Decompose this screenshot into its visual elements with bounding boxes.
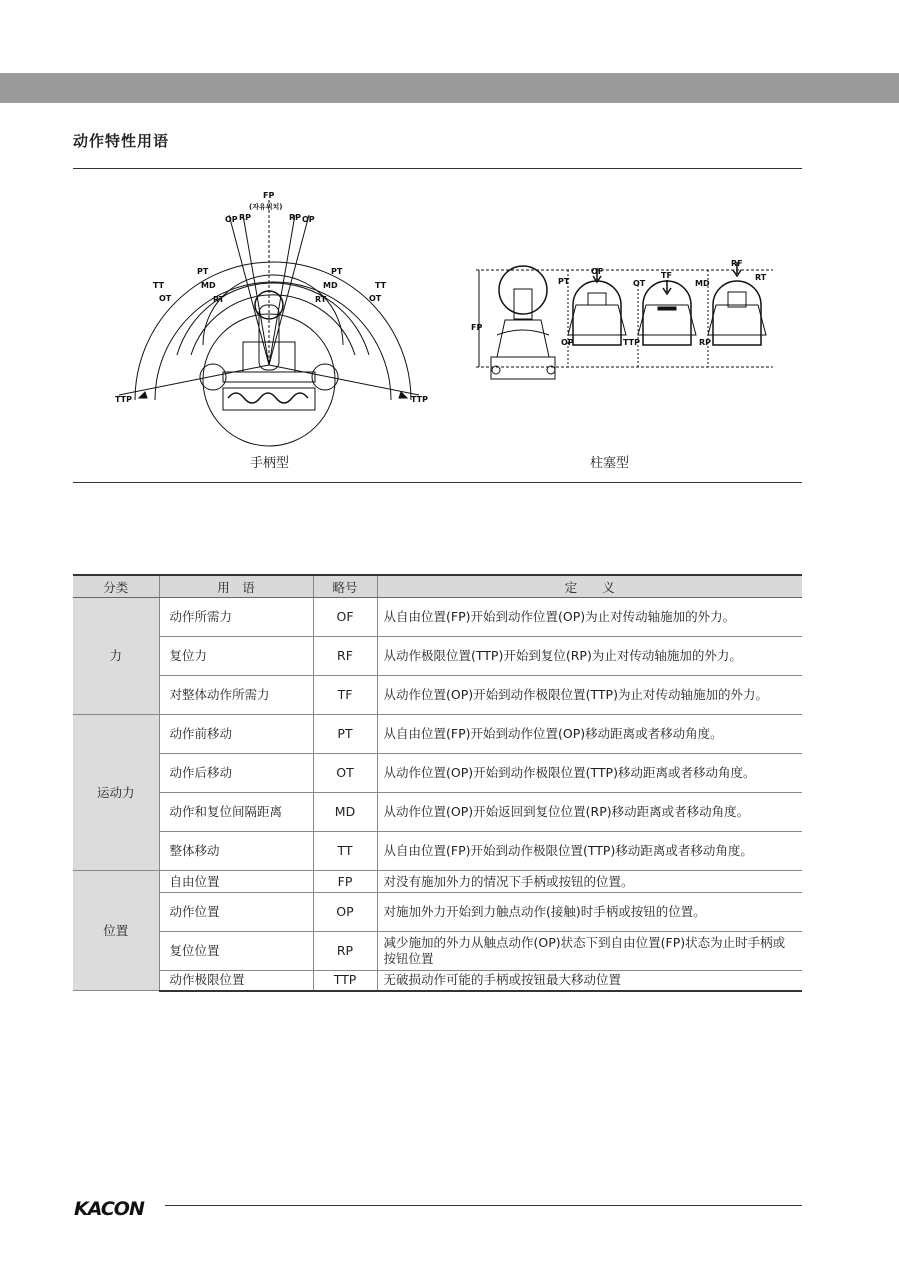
header-term: 用 语 (159, 575, 313, 598)
label-ttp-right: TTP (411, 395, 428, 404)
label-rp-right: RP (289, 213, 302, 222)
category-cell: 运动力 (73, 715, 159, 871)
definition-cell: 减少施加的外力从触点动作(OP)状态下到自由位置(FP)状态为止时手柄或按钮位置 (377, 932, 802, 971)
label-rp: RP (699, 338, 712, 347)
plunger-caption: 柱塞型 (590, 456, 630, 471)
table-row (73, 871, 802, 893)
term-cell: 复位力 (159, 637, 313, 676)
table-row (73, 793, 802, 832)
label-md-left: MD (201, 281, 216, 290)
footer-divider (165, 1205, 802, 1206)
label-fp-sub: (자유위치) (249, 203, 283, 211)
section-title: 动作特性用语 (73, 132, 170, 150)
title-divider (73, 168, 802, 169)
header-category: 分类 (73, 575, 159, 598)
abbr-cell: TTP (313, 971, 377, 991)
header-abbr: 略号 (313, 575, 377, 598)
label-rp-left: RP (239, 213, 252, 222)
table-row (73, 676, 802, 715)
table-row (73, 932, 802, 971)
lever-diagram (119, 200, 419, 446)
lever-caption: 手柄型 (250, 456, 290, 471)
label-op: OP (561, 338, 574, 347)
label-pt-left: PT (197, 267, 209, 276)
term-cell: 动作后移动 (159, 754, 313, 793)
label-ot: OT (633, 279, 646, 288)
abbr-cell: TT (313, 832, 377, 871)
category-cell: 力 (73, 598, 159, 715)
term-cell: 对整体动作所需力 (159, 676, 313, 715)
label-rt-left: RT (213, 295, 225, 304)
label-rf: RF (731, 259, 743, 268)
term-cell: 自由位置 (159, 871, 313, 893)
abbr-cell: MD (313, 793, 377, 832)
label-ot-right: OT (369, 294, 382, 303)
label-ot-left: OT (159, 294, 172, 303)
actuation-figure (73, 170, 802, 482)
category-cell: 位置 (73, 871, 159, 991)
abbr-cell: PT (313, 715, 377, 754)
label-fp: FP (263, 191, 275, 200)
label-pt: PT (558, 277, 570, 286)
terms-table (73, 574, 802, 992)
label-tf: TF (661, 271, 672, 280)
abbr-cell: OT (313, 754, 377, 793)
label-ttp: TTP (623, 338, 640, 347)
definition-cell: 从动作位置(OP)开始到动作极限位置(TTP)为止对传动轴施加的外力。 (377, 676, 802, 715)
abbr-cell: OP (313, 893, 377, 932)
label-ttp-left: TTP (115, 395, 132, 404)
table-row (73, 637, 802, 676)
header-bar (0, 73, 899, 103)
label-md: MD (695, 279, 710, 288)
label-rt: RT (755, 273, 767, 282)
definition-cell: 从动作极限位置(TTP)开始到复位(RP)为止对传动轴施加的外力。 (377, 637, 802, 676)
kacon-logo: KACON (74, 1198, 144, 1220)
label-tt-right: TT (375, 281, 387, 290)
table-row (73, 971, 802, 991)
definition-cell: 无破损动作可能的手柄或按钮最大移动位置 (377, 971, 802, 991)
header-definition: 定 义 (377, 575, 802, 598)
table-row (73, 715, 802, 754)
term-cell: 整体移动 (159, 832, 313, 871)
table-row (73, 598, 802, 637)
label-md-right: MD (323, 281, 338, 290)
term-cell: 动作位置 (159, 893, 313, 932)
term-cell: 动作所需力 (159, 598, 313, 637)
plunger-labels (471, 259, 767, 347)
label-tt-left: TT (153, 281, 165, 290)
abbr-cell: OF (313, 598, 377, 637)
definition-cell: 从动作位置(OP)开始返回到复位位置(RP)移动距离或者移动角度。 (377, 793, 802, 832)
abbr-cell: TF (313, 676, 377, 715)
label-op-left: OP (225, 215, 238, 224)
plunger-diagram (476, 262, 773, 379)
term-cell: 动作和复位间隔距离 (159, 793, 313, 832)
definition-cell: 从自由位置(FP)开始到动作位置(OP)为止对传动轴施加的外力。 (377, 598, 802, 637)
term-cell: 复位位置 (159, 932, 313, 971)
abbr-cell: FP (313, 871, 377, 893)
abbr-cell: RF (313, 637, 377, 676)
label-rt-right: RT (315, 295, 327, 304)
lever-plunger-diagram (73, 170, 802, 482)
table-row (73, 832, 802, 871)
table-header-row (73, 575, 802, 598)
definition-cell: 对施加外力开始到力触点动作(接触)时手柄或按钮的位置。 (377, 893, 802, 932)
label-op-right: OP (302, 215, 315, 224)
table-row (73, 754, 802, 793)
definition-cell: 对没有施加外力的情况下手柄或按钮的位置。 (377, 871, 802, 893)
label-pt-right: PT (331, 267, 343, 276)
definition-cell: 从自由位置(FP)开始到动作极限位置(TTP)移动距离或者移动角度。 (377, 832, 802, 871)
label-fp: FP (471, 323, 483, 332)
figure-divider (73, 482, 802, 483)
label-of: OF (591, 267, 604, 276)
definition-cell: 从自由位置(FP)开始到动作位置(OP)移动距离或者移动角度。 (377, 715, 802, 754)
abbr-cell: RP (313, 932, 377, 971)
table-row (73, 893, 802, 932)
term-cell: 动作前移动 (159, 715, 313, 754)
definition-cell: 从动作位置(OP)开始到动作极限位置(TTP)移动距离或者移动角度。 (377, 754, 802, 793)
term-cell: 动作极限位置 (159, 971, 313, 991)
